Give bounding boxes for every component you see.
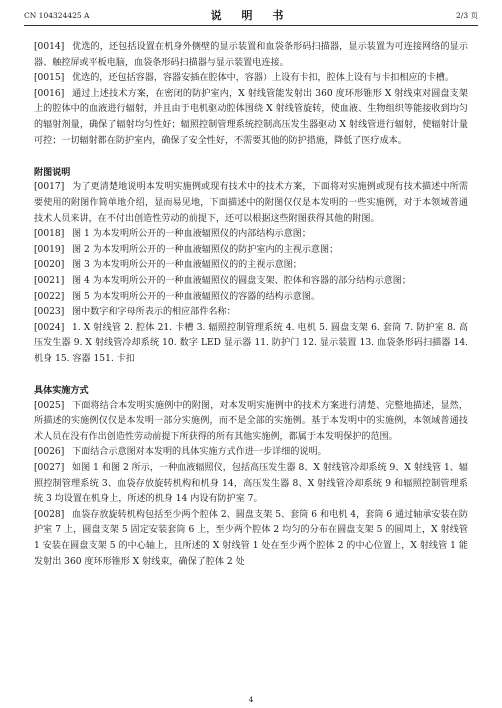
paragraph xyxy=(34,71,468,87)
paragraph-number: [0027] xyxy=(34,463,65,474)
paragraph-number: [0022] xyxy=(34,291,65,302)
paragraph xyxy=(34,180,468,227)
section-heading-embodiments: 具体实施方式 xyxy=(34,385,89,397)
paragraph-text: 图 1 为本发明所公开的一种血液辐照仪的内部结构示意图； xyxy=(72,229,311,240)
paragraph xyxy=(34,227,468,243)
paragraph-text: 图 5 为本发明所公开的一种血液辐照仪的容器的结构示意图。 xyxy=(72,291,321,302)
paragraph xyxy=(34,461,468,508)
paragraph-text: 为了更清楚地说明本发明实施例或现有技术中的技术方案，下面将对实施例或现有技术描述中所需要使用的附图作简单地介绍，显而易见地，下面描述中的附图仅仅是本发明的一些实施例，对于本领域普通技术人员来讲，在不付出创造性劳动的前提下，还可以根据这些附图获得其他的附图。 xyxy=(34,182,468,224)
paragraph-text: 图 2 为本发明所公开的一种血液辐照仪的防护室内的主视示意图； xyxy=(72,244,339,255)
paragraph xyxy=(34,321,468,368)
document-title: 说 明 书 xyxy=(210,9,292,22)
paragraph-number: [0020] xyxy=(34,260,65,271)
paragraph xyxy=(34,290,468,306)
paragraph-text: 图中数字和字母所表示的相应部件名称： xyxy=(72,307,236,318)
paragraph-number: [0024] xyxy=(34,322,65,333)
paragraph-number: [0025] xyxy=(34,400,65,411)
paragraph-number: [0028] xyxy=(34,509,65,520)
paragraph-number: [0023] xyxy=(34,307,65,318)
section-heading-drawings: 附图说明 xyxy=(34,166,71,178)
paragraph xyxy=(34,243,468,259)
page-number: 4 xyxy=(248,695,254,704)
paragraph xyxy=(34,87,468,149)
paragraph-text: 下面将结合本发明实施例中的附图，对本发明实施例中的技术方案进行清楚、完整地描述，显然，所描述的实施例仅仅是本发明一部分实施例，而不是全部的实施例。基于本发明中的实施例，本领域普通技术人员在没有作出创造性劳动前提下所获得的所有其他实施例，都属于本发明保护的范围。 xyxy=(34,400,468,442)
paragraph-number: [0021] xyxy=(34,275,65,286)
patent-number: CN 104324425 A xyxy=(24,11,90,20)
paragraph xyxy=(34,40,468,71)
paragraph-text: 优选的，还包括容器，容器安插在腔体中，容器）上设有卡扣，腔体上设有与卡扣相应的卡槽。 xyxy=(72,73,454,84)
paragraph-text: 下面结合示意图对本发明的具体实施方式作进一步详细的说明。 xyxy=(72,447,327,458)
header-rule xyxy=(24,25,478,26)
page-header xyxy=(24,9,478,23)
paragraph-number: [0026] xyxy=(34,447,65,458)
paragraph-group-1 xyxy=(34,40,468,149)
paragraph-number: [0014] xyxy=(34,42,65,52)
paragraph-text: 图 4 为本发明所公开的一种血液辐照仪的圆盘支架、腔体和容器的部分结构示意图； xyxy=(72,275,411,286)
paragraph-number: [0017] xyxy=(34,182,65,193)
document-body xyxy=(34,40,468,570)
paragraph-number: [0019] xyxy=(34,244,65,255)
paragraph-text: 优选的，还包括设置在机身外侧壁的显示装置和血袋条形码扫描器，显示装置为可连接网络的显示器、触控屏或平板电脑，血袋条形码扫描器与显示装置电连接。 xyxy=(34,42,468,68)
paragraph-number: [0016] xyxy=(34,88,65,99)
paragraph xyxy=(34,258,468,274)
paragraph-number: [0015] xyxy=(34,73,65,84)
paragraph-text: 血袋存放旋转机构包括至少两个腔体 2、圆盘支架 5、套筒 6 和电机 4，套筒 6 通过轴承安装在防护室 7 上，圆盘支架 5 固定安装套筒 6 上，至少两个腔体 2 均匀的分布在圆盘支架 5 的圆周上，X 射线管 1 安装在圆盘支架 5 的中心轴上，且所述的 X 射线管 1 处在至少两个腔体 2 的中心位置上，X 射线管 1 能发射出 360 度环形锥形 X 射线束，确保了腔体 2 处 xyxy=(34,509,468,567)
paragraph xyxy=(34,399,468,446)
paragraph-text: 1. X 射线管 2. 腔体 21. 卡槽 3. 辐照控制管理系统 4. 电机 5. 圆盘支架 6. 套筒 7. 防护室 8. 高压发生器 9. X 射线管冷却系统 10. 数字 LED 显示器 11. 防护门 12. 显示装置 13. 血袋条形码扫描器 14. 机身 15. 容器 151. 卡扣 xyxy=(34,322,468,364)
paragraph-group-3 xyxy=(34,399,468,571)
paragraph-text: 如图 1 和图 2 所示，一种血液辐照仪，包括高压发生器 8、X 射线管冷却系统 9、X 射线管 1、辐照控制管理系统 3、血袋存放旋转机构和机身 14，高压发生器 8、X 射线管冷却系统 9 和辐照控制管理系统 3 均设置在机身上，所述的机身 14 内设有防护室 7。 xyxy=(34,463,468,505)
paragraph-group-2 xyxy=(34,180,468,367)
paragraph-text: 图 3 为本发明所公开的一种血液辐照仪的的主视示意图； xyxy=(72,260,302,271)
paragraph xyxy=(34,445,468,461)
paragraph xyxy=(34,305,468,321)
paragraph-number: [0018] xyxy=(34,229,65,240)
paragraph-text: 通过上述技术方案，在密闭的防护室内，X 射线管能发射出 360 度环形锥形 X 射线束对圆盘支架上的腔体中的血液进行辐射，并且由于电机驱动腔体围绕 X 射线管旋转，使血液、生物组织等能接收到均匀的辐射剂量，确保了辐射均匀性好；辐照控制管理系统控制高压发生器驱动 X 射线管进行辐射，使辐射计量可控；一切辐射都在防护室内，确保了安全性好，不需要其他的防护措施，降低了医疗成本。 xyxy=(34,88,468,146)
paragraph xyxy=(34,274,468,290)
page-indicator: 2/3 页 xyxy=(456,11,478,20)
paragraph xyxy=(34,508,468,570)
